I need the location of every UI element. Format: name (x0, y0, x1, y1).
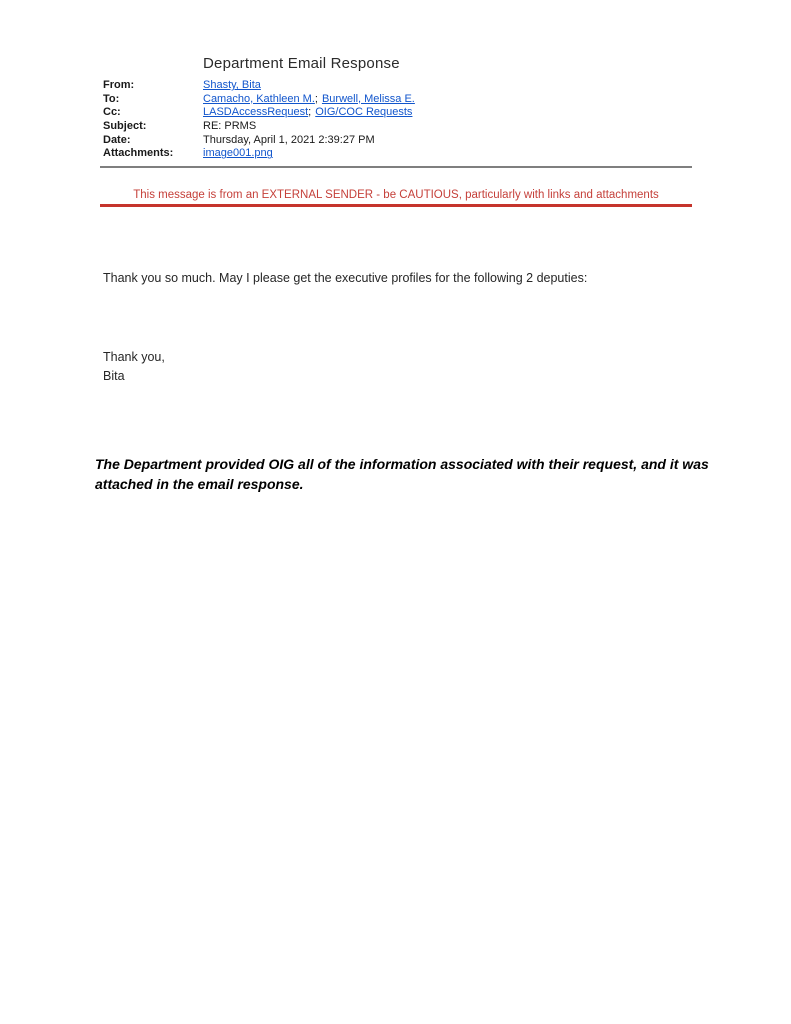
cc-separator: ; (308, 106, 312, 119)
attachment-file-link[interactable]: image001.png (203, 147, 273, 160)
cc-recipient-link-2[interactable]: OIG/COC Requests (315, 106, 413, 119)
to-value (203, 93, 415, 105)
header-divider (100, 166, 692, 168)
email-signoff (103, 348, 165, 386)
header-row-attachments (103, 147, 693, 161)
header-row-subject (103, 120, 693, 134)
date-value: Thursday, April 1, 2021 2:39:27 PM (203, 133, 375, 146)
email-header-block (103, 79, 693, 161)
from-sender-link[interactable]: Shasty, Bita (203, 79, 261, 91)
header-row-from (103, 79, 693, 93)
to-label: To: (103, 92, 120, 105)
signature-line: Bita (103, 369, 125, 383)
subject-label: Subject: (103, 120, 147, 133)
warning-divider (100, 204, 692, 207)
to-recipient-link-2[interactable]: Burwell, Melissa E. (321, 92, 415, 105)
header-row-to (103, 93, 693, 107)
header-row-date (103, 134, 693, 148)
cc-recipient-link-1[interactable]: LASDAccessRequest (203, 106, 309, 119)
signoff-line: Thank you, (103, 350, 165, 364)
header-row-cc (103, 106, 693, 120)
date-label: Date: (103, 133, 131, 146)
cc-value (203, 106, 412, 118)
attachments-label: Attachments: (103, 147, 174, 160)
to-recipient-link-1[interactable]: Camacho, Kathleen M. (203, 92, 315, 105)
subject-value: RE: PRMS (203, 120, 257, 133)
to-separator: ; (314, 92, 318, 105)
from-label: From: (103, 79, 135, 91)
external-sender-warning: This message is from an EXTERNAL SENDER - be CAUTIOUS, particularly with links and attachments (133, 189, 659, 201)
from-value (203, 79, 261, 91)
attachments-value (203, 147, 273, 159)
department-response-note: The Department provided OIG all of the information associated with their request, and it was attached in the email response. (95, 456, 709, 492)
cc-label: Cc: (103, 106, 121, 119)
page-title: Department Email Response (203, 55, 400, 72)
email-body-paragraph: Thank you so much. May I please get the executive profiles for the following 2 deputies: (103, 271, 588, 285)
